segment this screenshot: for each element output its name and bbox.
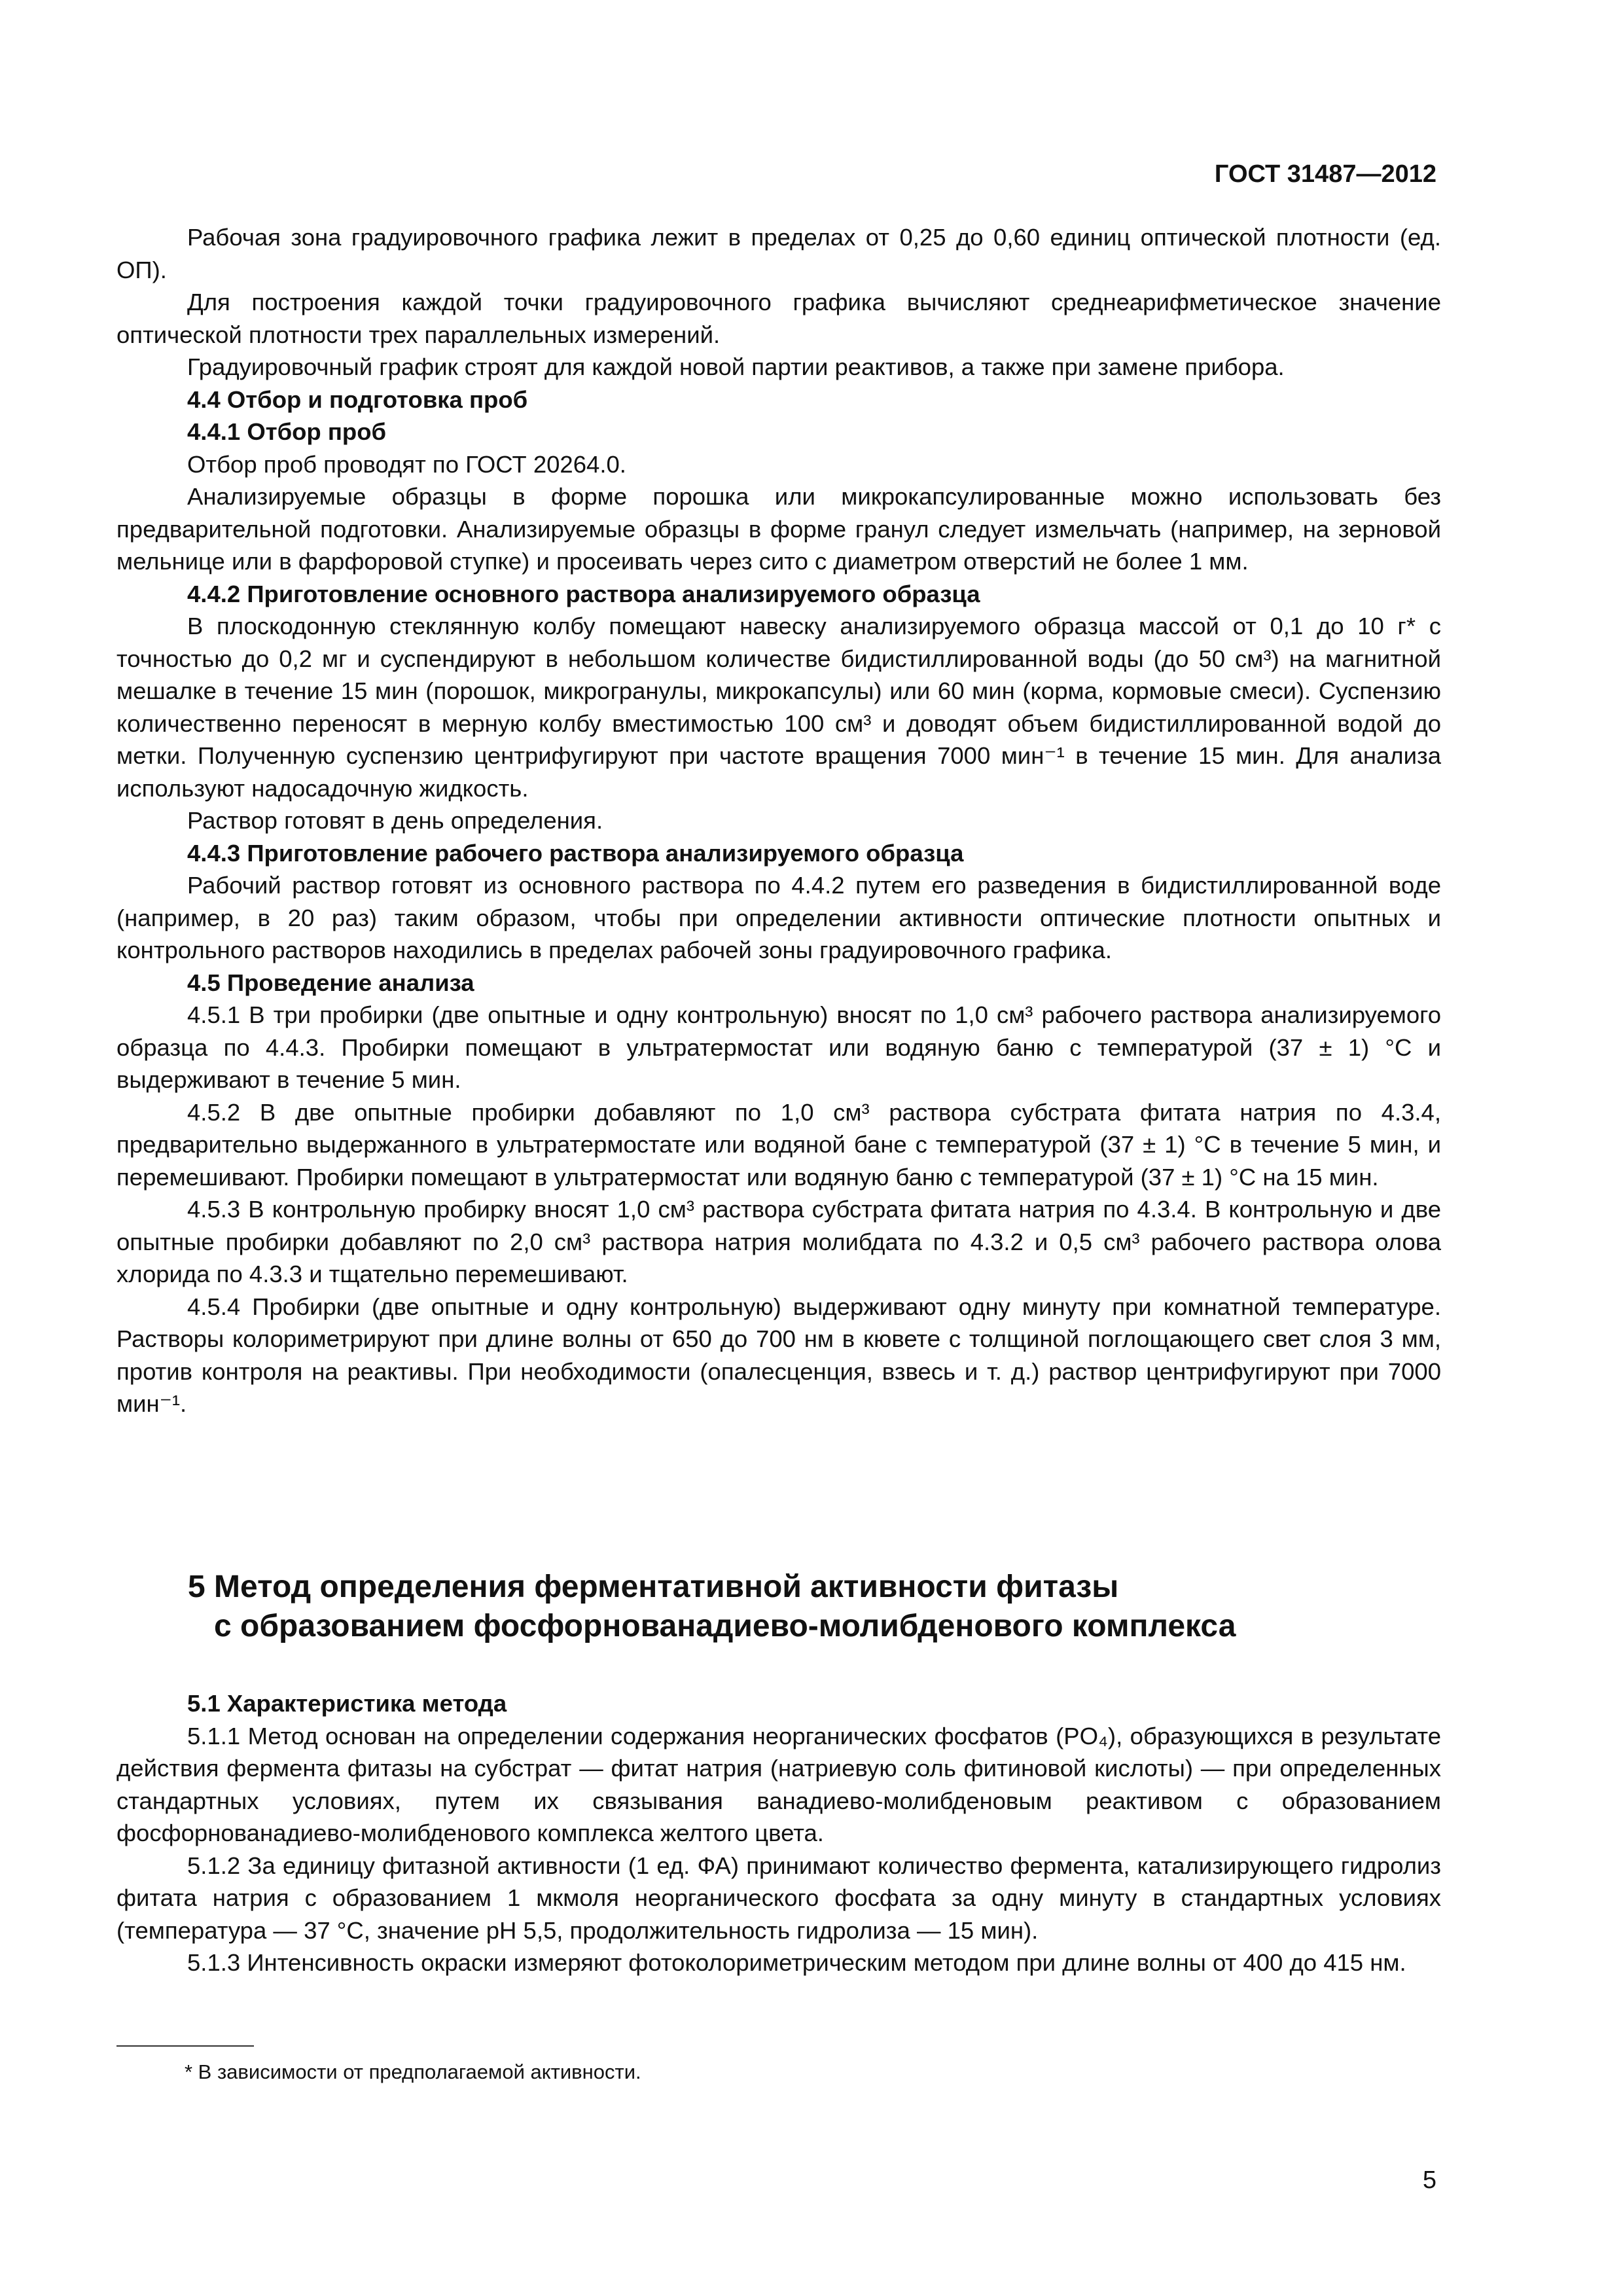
standard-header: ГОСТ 31487—2012 xyxy=(1214,160,1436,188)
section-5-title xyxy=(188,1568,1431,1646)
subsection-heading: 4.4.1 Отбор проб xyxy=(187,418,387,445)
subsection-heading: 4.4 Отбор и подготовка проб xyxy=(187,386,528,413)
section-title-line: с образованием фосфорнованадиево-молибденового комплекса xyxy=(214,1609,1236,1643)
paragraph: Градуировочный график строят для каждой новой партии реактивов, а также при замене прибора. xyxy=(187,353,1285,380)
paragraph: 5.1.3 Интенсивность окраски измеряют фотоколориметрическим методом при длине волны от 400 до 415 нм. xyxy=(187,1949,1406,1976)
subsection-heading: 4.4.2 Приготовление основного раствора анализируемого образца xyxy=(187,580,980,607)
paragraph: 4.5.4 Пробирки (две опытные и одну контрольную) выдерживают одну минуту при комнатной температуре. Растворы колориметрируют при длине волны от 650 до 700 нм в кювете с толщиной поглощающего свет слоя 3 мм, против контроля на реактивы. При необходимости (опалесценция, взвесь и т. д.) раствор центрифугируют при 7000 мин⁻¹. xyxy=(116,1293,1441,1417)
paragraph: Анализируемые образцы в форме порошка или микрокапсулированные можно использовать без предварительной подготовки. Анализируемые образцы в форме гранул следует измельчать (например, на зерновой мельнице или в фарфоровой ступке) и просеивать через сито с диаметром отверстий не более 1 мм. xyxy=(116,483,1441,575)
paragraph: Рабочий раствор готовят из основного раствора по 4.4.2 путем его разведения в бидистиллированной воде (например, в 20 раз) таким образом, чтобы при определении активности оптические плотности опытных и контрольного растворов находились в пределах рабочей зоны градуировочного графика. xyxy=(116,872,1441,963)
paragraph: Отбор проб проводят по ГОСТ 20264.0. xyxy=(187,450,626,478)
subsection-heading: 4.5 Проведение анализа xyxy=(187,969,474,996)
section-title-line: 5 Метод определения ферментативной активности фитазы xyxy=(188,1570,1119,1604)
paragraph: Для построения каждой точки градуировочного графика вычисляют среднеарифметическое значение оптической плотности трех параллельных измерений. xyxy=(116,289,1441,348)
paragraph: Раствор готовят в день определения. xyxy=(187,807,603,834)
page-number: 5 xyxy=(1422,2166,1436,2194)
footnote: * В зависимости от предполагаемой активности. xyxy=(185,2060,641,2083)
subsection-heading: 5.1 Характеристика метода xyxy=(187,1690,507,1717)
paragraph: 5.1.2 За единицу фитазной активности (1 ед. ФА) принимают количество фермента, катализирующего гидролиз фитата натрия с образованием 1 мкмоля неорганического фосфата за одну минуту в стандартных условиях (температура — 37 °С, значение рН 5,5, продолжительность гидролиза — 15 мин). xyxy=(116,1852,1441,1944)
paragraph: Рабочая зона градуировочного графика лежит в пределах от 0,25 до 0,60 единиц оптической плотности (ед. ОП). xyxy=(116,224,1441,283)
subsection-heading: 4.4.3 Приготовление рабочего раствора анализируемого образца xyxy=(187,839,964,867)
paragraph: В плоскодонную стеклянную колбу помещают навеску анализируемого образца массой от 0,1 до 10 г* с точностью до 0,2 мг и суспендируют в небольшом количестве бидистиллированной воды (до 50 см³) на магнитной мешалке в течение 15 мин (порошок, микрогранулы, микрокапсулы) или 60 мин (корма, кормовые смеси). Суспензию количественно переносят в мерную колбу вместимостью 100 см³ и доводят объем бидистиллированной водой до метки. Полученную суспензию центрифугируют при частоте вращения 7000 мин⁻¹ в течение 15 мин. Для анализа используют надосадочную жидкость. xyxy=(116,613,1441,802)
paragraph: 4.5.3 В контрольную пробирку вносят 1,0 см³ раствора субстрата фитата натрия по 4.3.4. В контрольную и две опытные пробирки добавляют по 2,0 см³ раствора натрия молибдата по 4.3.2 и 0,5 см³ рабочего раствора олова хлорида по 4.3.3 и тщательно перемешивают. xyxy=(116,1196,1441,1287)
main-text xyxy=(116,221,1441,1420)
paragraph: 4.5.2 В две опытные пробирки добавляют по 1,0 см³ раствора субстрата фитата натрия по 4.3.4, предварительно выдержанного в ультратермостате или водяной бане с температурой (37 ± 1) °С в течение 5 мин, и перемешивают. Пробирки помещают в ультратермостат или водяную баню с температурой (37 ± 1) °С на 15 мин. xyxy=(116,1098,1441,1191)
footnote-divider xyxy=(116,2045,254,2047)
paragraph: 4.5.1 В три пробирки (две опытные и одну контрольную) вносят по 1,0 см³ рабочего раствора анализируемого образца по 4.4.3. Пробирки помещают в ультратермостат или водяную баню с температурой (37 ± 1) °С и выдерживают в течение 5 мин. xyxy=(116,1001,1441,1093)
paragraph: 5.1.1 Метод основан на определении содержания неорганических фосфатов (PO₄), образующихся в результате действия фермента фитазы на субстрат — фитат натрия (натриевую соль фитиновой кислоты) — при определенных стандартных условиях, путем их связывания ванадиево-молибденовым реактивом с образованием фосфорнованадиево-молибденового комплекса желтого цвета. xyxy=(116,1722,1441,1846)
section-5-text xyxy=(116,1687,1441,1979)
